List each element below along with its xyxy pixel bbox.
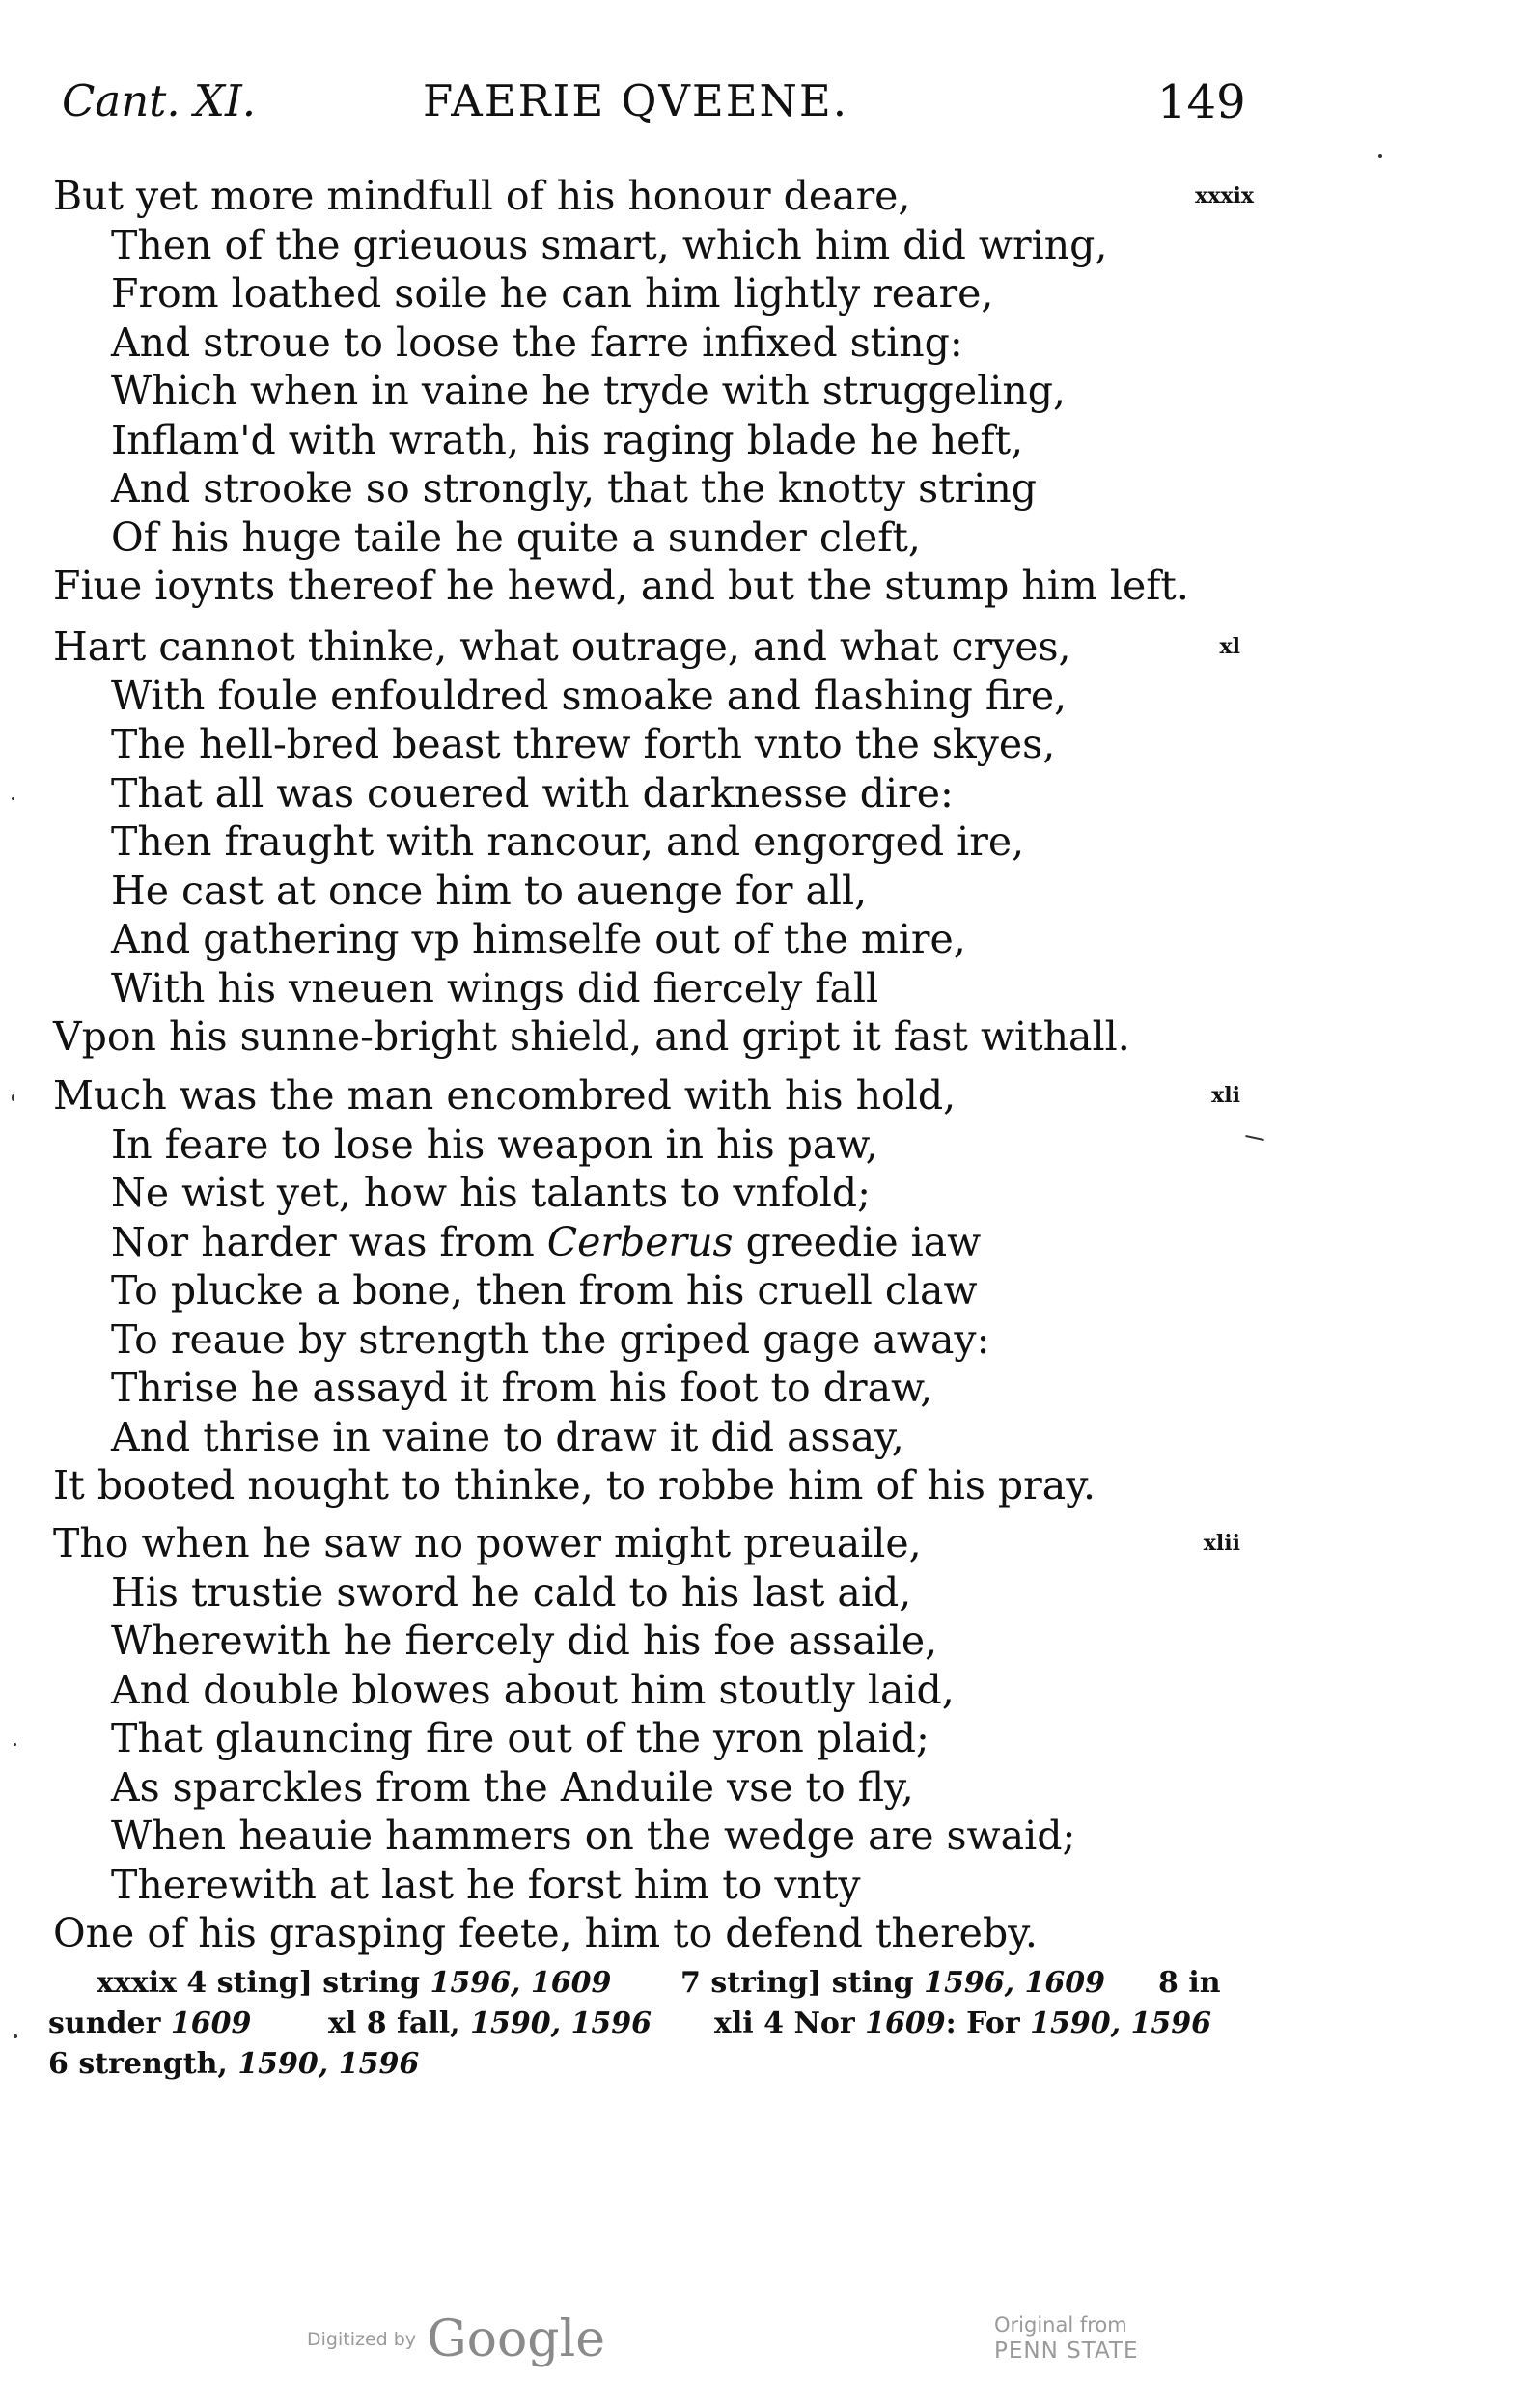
verse-line: Ne wist yet, how his talants to vnfold; <box>111 1170 871 1216</box>
note-years: 1596, 1609 <box>430 1966 612 2000</box>
original-from-watermark <box>994 2312 1139 2365</box>
verse-line: One of his grasping feete, him to defend thereby. <box>53 1910 1038 1956</box>
note-years: 1590, 1596 <box>237 2047 420 2081</box>
verse-line: Vpon his sunne-bright shield, and gript it fast withall. <box>53 1013 1130 1060</box>
note-line <box>48 2004 1245 2044</box>
scan-speck <box>12 1094 14 1101</box>
stanza-xlii <box>53 1519 1240 1958</box>
google-logo: Google <box>427 2311 605 2368</box>
verse-line: To reaue by strength the griped gage away: <box>111 1315 990 1363</box>
verse-line: But yet more mindfull of his honour deare, xxxix <box>53 173 1254 219</box>
verse-line: Then of the grieuous smart, which him did wring, <box>111 221 1108 268</box>
stanza-number: xxxix <box>1195 183 1254 208</box>
verse-line: It booted nought to thinke, to robbe him of his pray. <box>53 1462 1096 1508</box>
verse-line: Thrise he assayd it from his foot to draw, <box>111 1365 933 1411</box>
scan-speck <box>1378 154 1382 158</box>
institution-name: PENN STATE <box>994 2339 1139 2364</box>
running-head-title: FAERIE QVEENE. <box>423 75 849 126</box>
verse-line: Then fraught with rancour, and engorged ire, <box>111 818 1025 865</box>
note-text: 6 strength, <box>48 2047 228 2081</box>
stanza-number: xl <box>1219 634 1240 659</box>
digitized-by-watermark <box>307 2311 605 2368</box>
note-text: xli 4 Nor <box>714 2007 855 2040</box>
verse-line: That all was couered with darknesse dire: <box>111 769 954 817</box>
verse-line: Hart cannot thinke, what outrage, and what cryes, xl <box>53 623 1240 670</box>
stanza-xl <box>53 623 1240 1062</box>
verse-line: Therewith at last he forst him to vnty <box>111 1861 861 1908</box>
verse-line: He cast at once him to auenge for all, <box>111 867 868 914</box>
verse-line: The hell-bred beast threw forth vnto the skyes, <box>111 721 1056 767</box>
note-text: xxxix 4 sting] string <box>97 1966 421 2000</box>
verse-line: And thrise in vaine to draw it did assay, <box>111 1413 904 1460</box>
scan-speck <box>12 797 14 800</box>
verse-line: Which when in vaine he tryde with struggeling, <box>111 368 1067 414</box>
note-text: 7 string] sting <box>680 1966 914 2000</box>
verse-line: Fiue ioynts thereof he hewd, and but the stump him left. <box>53 563 1189 609</box>
note-text: : For <box>945 2007 1020 2040</box>
scan-speck <box>1245 1135 1264 1141</box>
textual-notes <box>48 1963 1245 2085</box>
proper-name: Cerberus <box>546 1218 734 1265</box>
note-line <box>48 1963 1245 2004</box>
verse-line: To plucke a bone, then from his cruell claw <box>111 1267 978 1314</box>
verse-line: And strooke so strongly, that the knotty string <box>111 465 1037 512</box>
verse-line: As sparckles from the Anduile vse to fly, <box>111 1763 914 1811</box>
note-years: 1609 <box>865 2007 946 2040</box>
note-text: 8 in <box>1158 1966 1221 2000</box>
note-text: sunder <box>48 2007 161 2040</box>
verse-line: Tho when he saw no power might preuaile, xlii <box>53 1520 1240 1566</box>
original-from-label: Original from <box>994 2313 1127 2337</box>
note-years: 1609 <box>170 2007 252 2040</box>
verse-line: His trustie sword he cald to his last aid, <box>111 1568 912 1616</box>
verse-line: When heauie hammers on the wedge are swaid; <box>111 1813 1076 1859</box>
digitized-by-label: Digitized by <box>307 2329 417 2350</box>
verse-line: With foule enfouldred smoake and flashing fire, <box>111 672 1068 719</box>
scan-speck <box>14 1743 16 1746</box>
stanza-xli <box>53 1071 1240 1510</box>
stanza-number: xlii <box>1203 1531 1240 1556</box>
verse-line: From loathed soile he can him lightly reare, <box>111 270 994 317</box>
note-line <box>48 2044 1245 2085</box>
note-text: xl 8 fall, <box>328 2007 460 2040</box>
verse-line: Inflam'd with wrath, his raging blade he heft, <box>111 416 1024 463</box>
running-head-canto: Cant. XI. <box>62 75 257 126</box>
page-number: 149 <box>1157 75 1246 129</box>
verse-line: In feare to lose his weapon in his paw, <box>111 1121 878 1168</box>
note-years: 1590, 1596 <box>470 2007 652 2040</box>
verse-line: And double blowes about him stoutly laid, <box>111 1666 955 1713</box>
verse-line: Wherewith he fiercely did his foe assaile, <box>111 1618 938 1664</box>
verse-line: With his vneuen wings did fiercely fall <box>111 964 879 1011</box>
verse-line: Nor harder was from Cerberus greedie iaw <box>111 1218 982 1265</box>
stanza-xxxix <box>53 172 1254 611</box>
verse-line: Of his huge taile he quite a sunder cleft, <box>111 513 921 561</box>
scan-speck <box>14 2034 17 2038</box>
verse-line: And stroue to loose the farre infixed sting: <box>111 318 963 366</box>
note-years: 1590, 1596 <box>1030 2007 1211 2040</box>
note-years: 1596, 1609 <box>924 1966 1105 2000</box>
stanza-number: xli <box>1211 1083 1240 1108</box>
verse-line: And gathering vp himselfe out of the mire, <box>111 916 966 962</box>
verse-line: Much was the man encombred with his hold, xli <box>53 1072 1240 1119</box>
verse-line: That glauncing fire out of the yron plaid; <box>111 1715 929 1761</box>
